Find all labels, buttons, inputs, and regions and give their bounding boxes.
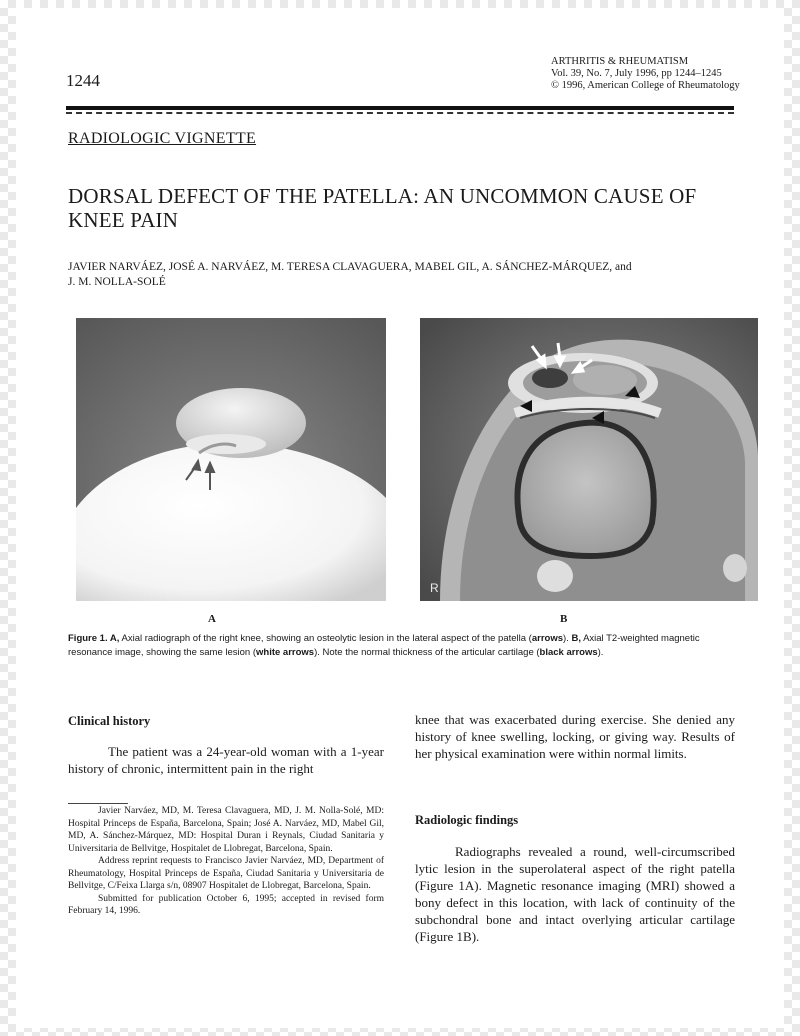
heading-clinical-history: Clinical history bbox=[68, 714, 151, 728]
caption-bold1: arrows bbox=[531, 633, 563, 644]
caption-part4: ). Note the normal thickness of the articular cartilage ( bbox=[314, 647, 540, 658]
article-title-line2: KNEE PAIN bbox=[68, 208, 179, 232]
figure-caption bbox=[68, 632, 738, 660]
paragraph-clinical-left: The patient was a 24-year-old woman with a 1-year history of chronic, intermittent pain in the right bbox=[68, 744, 384, 776]
orientation-marker: R bbox=[430, 581, 439, 595]
caption-bold3: black arrows bbox=[539, 647, 598, 658]
footnote-affiliation: Javier Narváez, MD, M. Teresa Clavaguera, MD, J. M. Nolla-Solé, MD: Hospital Princeps de España, Barcelona, Spain; José A. Narváez, MD, Mabel Gil, MD, A. Sánchez-Márquez, MD: Hospital Duran i Reynals, Ciudad Sanitaria y Universitaria de Bellvitge, Hospitalet de Llobregat, Barcelona, Spain. bbox=[68, 806, 384, 854]
paragraph-clinical-right: knee that was exacerbated during exercise. She denied any history of knee swelling, locking, or giving way. Results of her physical examination were within normal limits. bbox=[415, 712, 735, 761]
radiograph-image bbox=[76, 318, 386, 601]
author-list-line2: J. M. NOLLA-SOLÉ bbox=[68, 276, 166, 288]
section-label: RADIOLOGIC VIGNETTE bbox=[68, 130, 257, 147]
caption-bold2: white arrows bbox=[256, 647, 315, 658]
page-number: 1244 bbox=[66, 71, 100, 90]
journal-volume: Vol. 39, No. 7, July 1996, pp 1244–1245 bbox=[551, 68, 722, 79]
caption-part2: ). bbox=[563, 633, 572, 644]
mri-image bbox=[420, 318, 758, 601]
footnote-reprints: Address reprint requests to Francisco Javier Narváez, MD, Department of Rheumatology, Hospital Princeps de España, Ciudad Sanitaria y Universitaria de Bellvitge, C/Feixa Llarga s/n, 08907 Hospitalet de Llobregat, Barcelona, Spain. bbox=[68, 856, 384, 891]
author-list-line1: JAVIER NARVÁEZ, JOSÉ A. NARVÁEZ, M. TERESA CLAVAGUERA, MABEL GIL, A. SÁNCHEZ-MÁRQUEZ, and bbox=[68, 261, 632, 273]
figure-label-a: A bbox=[208, 613, 216, 625]
caption-b-label: B, bbox=[571, 633, 581, 644]
footnote-submitted: Submitted for publication October 6, 1995; accepted in revised form February 14, 1996. bbox=[68, 893, 384, 916]
journal-info bbox=[551, 56, 740, 92]
header-rule bbox=[66, 106, 734, 110]
author-list bbox=[68, 260, 728, 290]
figure-a-radiograph bbox=[76, 318, 386, 601]
caption-part1: Axial radiograph of the right knee, showing an osteolytic lesion in the lateral aspect of the patella ( bbox=[119, 633, 532, 644]
figure-b-mri bbox=[420, 318, 758, 601]
header-dashed-rule bbox=[66, 112, 734, 114]
caption-part3: Axial T2-weighted magnetic resonance image, showing the same lesion ( bbox=[68, 633, 700, 658]
figure-label-b: B bbox=[560, 613, 568, 625]
article-title-line1: DORSAL DEFECT OF THE PATELLA: AN UNCOMMON CAUSE OF bbox=[68, 184, 697, 208]
caption-part5: ). bbox=[597, 647, 604, 658]
journal-name: ARTHRITIS & RHEUMATISM bbox=[551, 56, 689, 67]
caption-lead: Figure 1. A, bbox=[68, 633, 120, 644]
journal-page bbox=[16, 8, 784, 1028]
heading-radiologic-findings: Radiologic findings bbox=[415, 813, 519, 827]
article-title bbox=[68, 184, 708, 232]
footnote-rule bbox=[68, 803, 128, 804]
paragraph-radiologic-findings: Radiographs revealed a round, well-circumscribed lytic lesion in the superolateral aspect of the right patella (Figure 1A). Magnetic resonance imaging (MRI) showed a bony defect in this location, with lack of continuity of the subchondral bone and intact overlying articular cartilage (Figure 1B). bbox=[415, 844, 735, 944]
footnotes bbox=[68, 805, 384, 918]
journal-copyright: © 1996, American College of Rheumatology bbox=[551, 80, 740, 91]
